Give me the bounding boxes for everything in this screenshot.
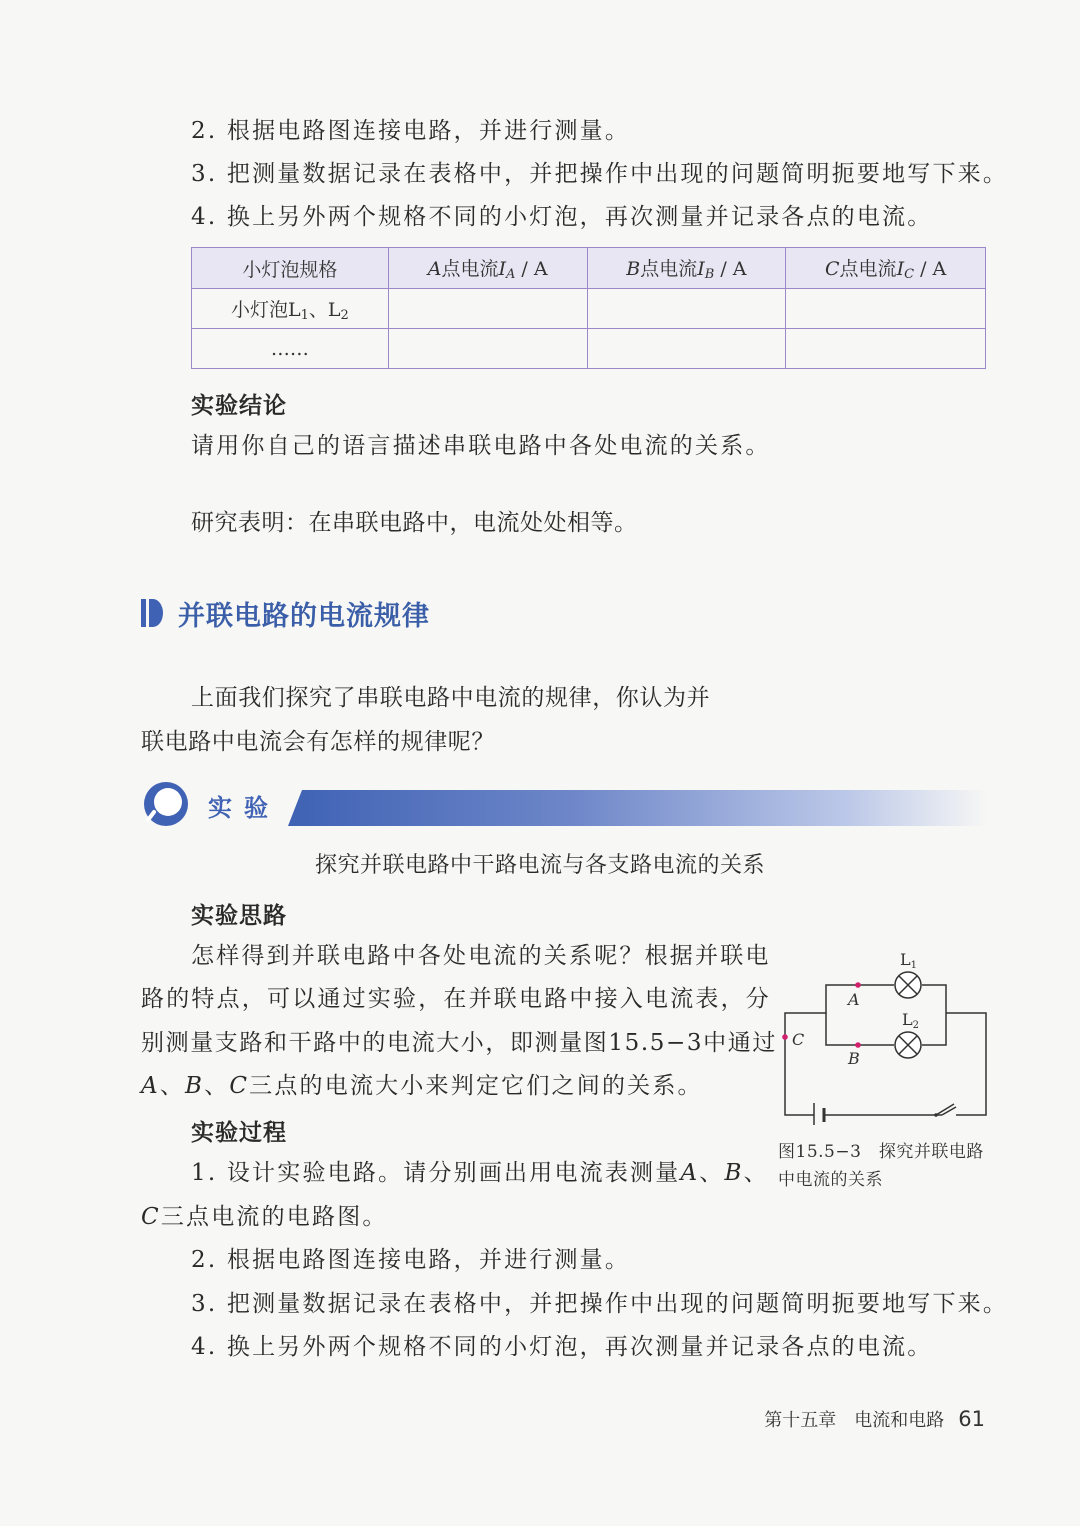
table-cell[interactable] (786, 289, 986, 329)
label-l1: L1 (900, 950, 917, 971)
circuit-wires (785, 985, 986, 1115)
header-current-c: C点电流$I_C$ / A (786, 248, 986, 289)
idea-line-2: 路的特点，可以通过实验，在并联电路中接入电流表，分 (141, 986, 771, 1012)
table-row (192, 329, 986, 369)
table-row (192, 289, 986, 329)
process-step-2: 2. 根据电路图连接电路，并进行测量。 (191, 1247, 631, 1273)
table-cell[interactable] (786, 329, 986, 369)
section-title: 并联电路的电流规律 (178, 601, 430, 632)
experiment-title: 探究并联电路中干路电流与各支路电流的关系 (315, 853, 766, 878)
table-header-row (192, 248, 986, 289)
table-cell[interactable] (587, 329, 786, 369)
figure-caption: 图15.5−3 探究并联电路 中电流的关系 (778, 1142, 984, 1190)
idea-line-4: A、B、C三点的电流大小来判定它们之间的关系。 (141, 1073, 703, 1099)
banner-bar (288, 790, 988, 826)
table-cell[interactable] (587, 289, 786, 329)
experiment-label: 实验 (208, 794, 280, 822)
header-current-b: B点电流$I_B$ / A (587, 248, 786, 289)
measurement-table (191, 247, 986, 369)
magnifier-icon (140, 780, 196, 830)
conclusion-heading: 实验结论 (191, 393, 287, 419)
conclusion-prompt: 请用你自己的语言描述串联电路中各处电流的关系。 (191, 433, 771, 459)
step-2-top: 2. 根据电路图连接电路，并进行测量。 (191, 118, 631, 144)
lamp-l1-icon (895, 972, 921, 998)
idea-line-1: 怎样得到并联电路中各处电流的关系呢？根据并联电 (191, 943, 771, 969)
process-step-4: 4. 换上另外两个规格不同的小灯泡，再次测量并记录各点的电流。 (191, 1334, 933, 1360)
header-spec: 小灯泡规格 (192, 248, 389, 289)
label-a: A (848, 990, 860, 1009)
row-label-ellipsis: …… (192, 329, 389, 369)
row-label-bulbs: 小灯泡$L_1$、$L_2$ (192, 289, 389, 329)
process-step-1-line2: C三点电流的电路图。 (141, 1204, 388, 1230)
process-heading: 实验过程 (191, 1120, 287, 1146)
table-cell[interactable] (388, 289, 587, 329)
label-l2: L2 (902, 1010, 919, 1031)
point-a (855, 982, 861, 988)
section-intro-line2: 联电路中电流会有怎样的规律呢？ (141, 729, 495, 755)
lamp-l2-icon (895, 1032, 921, 1058)
header-current-a: A点电流$I_A$ / A (388, 248, 587, 289)
section-intro-line1: 上面我们探究了串联电路中电流的规律，你认为并 (191, 685, 711, 711)
conclusion-result: 研究表明：在串联电路中，电流处处相等。 (191, 510, 638, 536)
chapter-title: 第十五章 电流和电路 (764, 1410, 945, 1431)
table-cell[interactable] (388, 329, 587, 369)
label-b: B (848, 1049, 860, 1068)
experiment-banner (140, 780, 1000, 830)
parallel-circuit-diagram (776, 945, 996, 1125)
page-number: 61 (958, 1407, 985, 1431)
label-c: C (792, 1030, 805, 1049)
section-marker-icon (141, 599, 163, 627)
point-b (855, 1042, 861, 1048)
page-footer (764, 1406, 985, 1432)
idea-line-3: 别测量支路和干路中的电流大小，即测量图15.5−3中通过 (141, 1030, 777, 1056)
process-step-1-line1: 1. 设计实验电路。请分别画出用电流表测量A、B、 (191, 1160, 769, 1186)
idea-heading: 实验思路 (191, 903, 287, 929)
step-3-top: 3. 把测量数据记录在表格中，并把操作中出现的问题简明扼要地写下来。 (191, 161, 1009, 187)
step-4-top: 4. 换上另外两个规格不同的小灯泡，再次测量并记录各点的电流。 (191, 204, 933, 230)
process-step-3: 3. 把测量数据记录在表格中，并把操作中出现的问题简明扼要地写下来。 (191, 1291, 1009, 1317)
point-c (782, 1034, 788, 1040)
